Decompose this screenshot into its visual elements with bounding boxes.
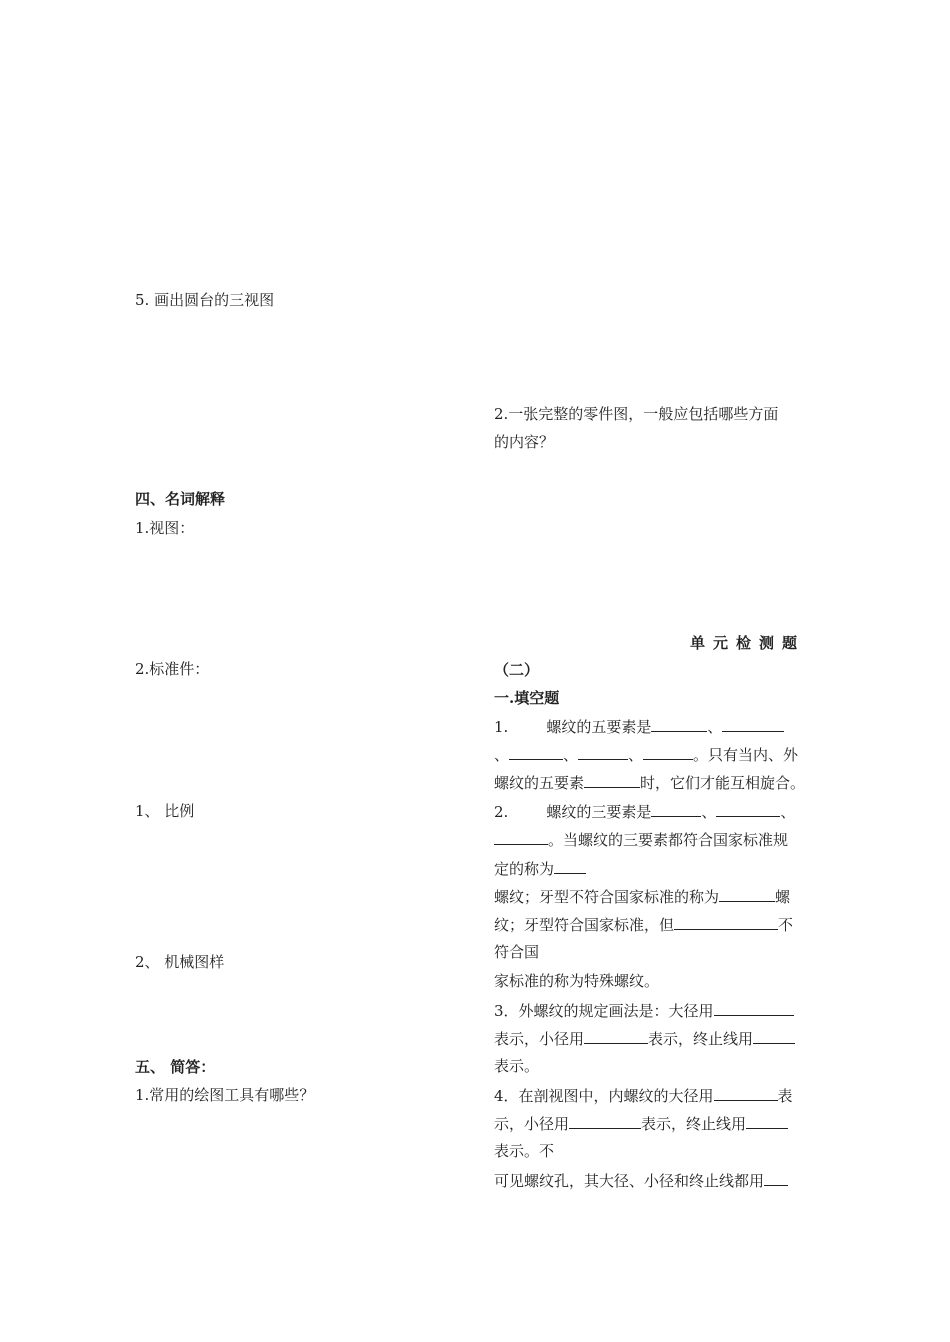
question-text: 表示，终止线用 <box>641 1115 747 1133</box>
answer-blank[interactable] <box>643 744 693 760</box>
answer-blank[interactable] <box>584 772 640 788</box>
question-text: 示，小径用 <box>494 1115 570 1133</box>
fill-question-4-line-2 <box>494 1113 788 1134</box>
question-text: 表 <box>777 1087 793 1105</box>
question-text: 可见螺纹孔，其大径、小径和终止线都用 <box>494 1172 765 1190</box>
answer-blank[interactable] <box>714 1000 794 1016</box>
answer-blank[interactable] <box>569 1113 641 1129</box>
question-text: 螺纹；牙型不符合国家标准的称为 <box>494 888 720 906</box>
answer-blank[interactable] <box>753 1028 795 1044</box>
fill-question-3-line-1 <box>494 1000 794 1021</box>
unit-test-title: 单元检测题 <box>690 634 806 652</box>
short-answer-2-line-2: 的内容？ <box>494 433 555 451</box>
question-number: 1. <box>494 718 509 736</box>
definition-4: 2、 机械图样 <box>135 953 225 971</box>
answer-blank[interactable] <box>714 1085 778 1101</box>
question-text: 4．在剖视图中，内螺纹的大径用 <box>494 1087 714 1105</box>
question-text: 。只有当内、外 <box>693 746 799 764</box>
separator: 、 <box>494 746 510 764</box>
question-text: 。当螺纹的三要素都符合国家标准规 <box>548 831 789 849</box>
unit-test-subtitle: （二） <box>494 661 540 679</box>
question-text: 螺 <box>775 888 791 906</box>
answer-blank[interactable] <box>746 1113 788 1129</box>
fill-question-4-line-3: 表示。不 <box>494 1142 555 1160</box>
answer-blank[interactable] <box>722 716 784 732</box>
short-answer-1: 1.常用的绘图工具有哪些？ <box>135 1086 315 1104</box>
fill-question-1-line-1 <box>494 716 784 737</box>
fill-question-2-line-2 <box>494 829 788 850</box>
separator: 、 <box>563 746 579 764</box>
answer-blank[interactable] <box>584 1028 648 1044</box>
short-answer-2-line-1: 2.一张完整的零件图，一般应包括哪些方面 <box>494 405 779 423</box>
answer-blank[interactable] <box>509 744 563 760</box>
answer-blank[interactable] <box>578 744 628 760</box>
question-text: 时，它们才能互相旋合。 <box>640 774 806 792</box>
question-text: 不 <box>778 916 794 934</box>
fill-question-2-line-4 <box>494 886 790 907</box>
fill-question-1-line-2 <box>494 744 798 765</box>
definition-2: 2.标准件： <box>135 660 210 678</box>
definition-1: 1.视图： <box>135 519 195 537</box>
answer-blank[interactable] <box>719 886 775 902</box>
fill-question-3-line-3: 表示。 <box>494 1057 540 1075</box>
question-text: 3．外螺纹的规定画法是：大径用 <box>494 1002 714 1020</box>
question-text: 表示，终止线用 <box>648 1030 754 1048</box>
fill-question-2-line-6: 符合国 <box>494 943 540 961</box>
answer-blank[interactable] <box>764 1170 788 1186</box>
answer-blank[interactable] <box>554 858 586 874</box>
section-heading-fill-blank: 一.填空题 <box>494 689 560 707</box>
section-heading-definitions: 四、名词解释 <box>135 490 226 508</box>
separator: 、 <box>701 803 717 821</box>
separator: 、 <box>707 718 723 736</box>
section-heading-short-answer: 五、 简答： <box>135 1058 216 1076</box>
question-text: 纹；牙型符合国家标准，但 <box>494 916 675 934</box>
definition-3: 1、 比例 <box>135 802 195 820</box>
separator: 、 <box>780 803 796 821</box>
question-text: 螺纹的五要素 <box>494 774 585 792</box>
question-text: 螺纹的五要素是 <box>546 718 652 736</box>
fill-question-2-line-7: 家标准的称为特殊螺纹。 <box>494 972 660 990</box>
answer-blank[interactable] <box>494 829 548 845</box>
separator: 、 <box>628 746 644 764</box>
answer-blank[interactable] <box>651 801 701 817</box>
answer-blank[interactable] <box>716 801 780 817</box>
question-text: 螺纹的三要素是 <box>546 803 652 821</box>
fill-question-4-line-1 <box>494 1085 793 1106</box>
question-number: 2. <box>494 803 509 821</box>
fill-question-4-line-4 <box>494 1170 788 1191</box>
answer-blank[interactable] <box>674 914 778 930</box>
answer-blank[interactable] <box>651 716 707 732</box>
question-text: 定的称为 <box>494 860 555 878</box>
question-text: 表示，小径用 <box>494 1030 585 1048</box>
question-5: 5. 画出圆台的三视图 <box>135 291 275 309</box>
fill-question-1-line-3 <box>494 772 805 793</box>
fill-question-2-line-5 <box>494 914 793 935</box>
fill-question-2-line-3 <box>494 858 586 879</box>
fill-question-2-line-1 <box>494 801 795 822</box>
fill-question-3-line-2 <box>494 1028 795 1049</box>
